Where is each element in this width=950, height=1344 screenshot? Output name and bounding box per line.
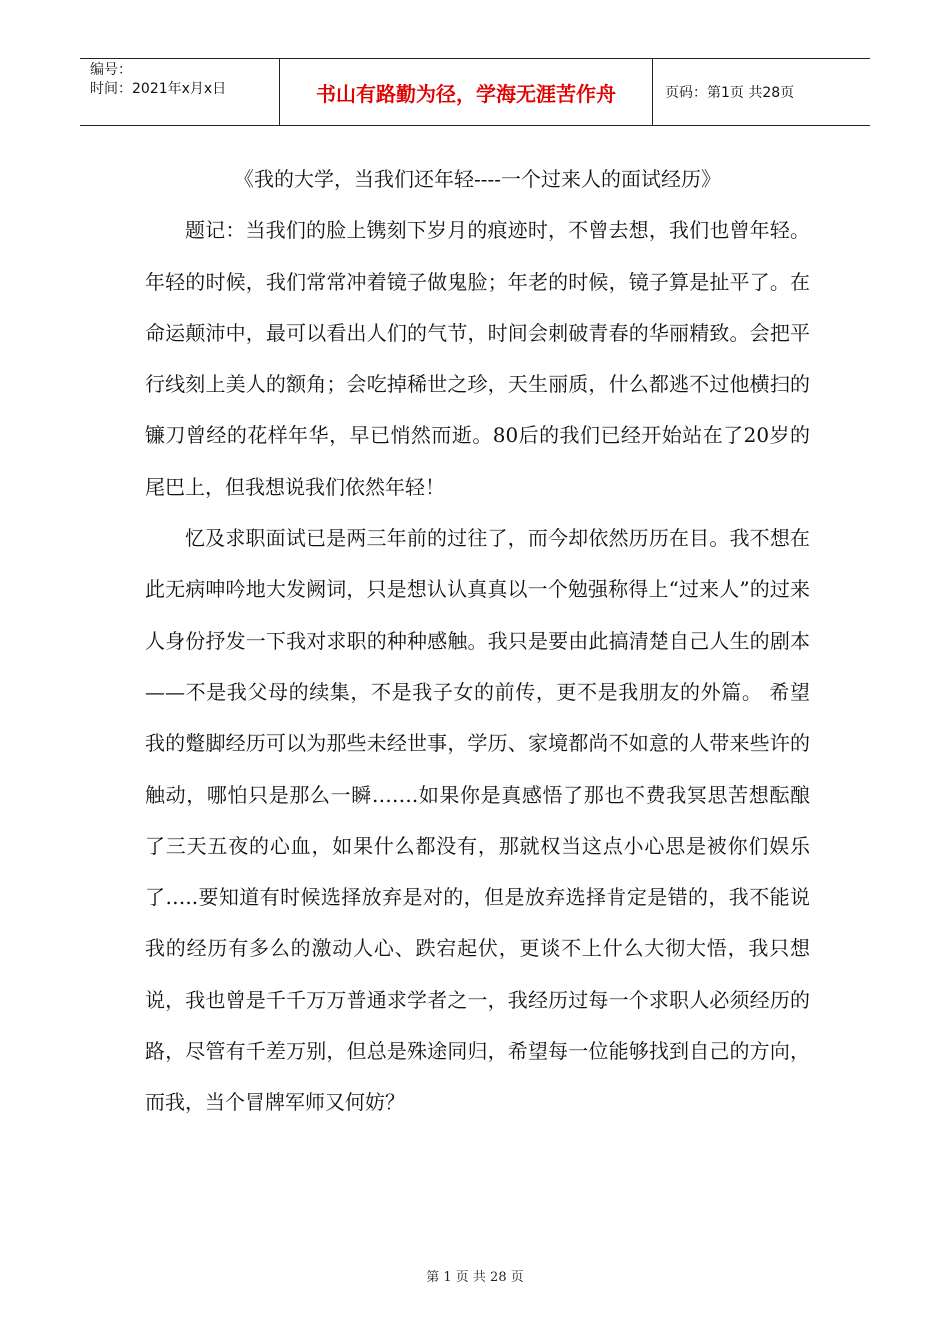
header-meta <box>80 59 280 125</box>
document-title: 《我的大学，当我们还年轻----一个过来人的面试经历》 <box>233 167 722 191</box>
header-motto: 书山有路勤为径，学海无涯苦作舟 <box>280 59 653 125</box>
paragraph-interview-memory: 忆及求职面试已是两三年前的过往了，而今却依然历历在目。我不想在此无病呻吟地大发阙词，只是想认认真真以一个勉强称得上“过来人”的过来人身份抒发一下我对求职的种种感触。我只是要由此搞清楚自己人生的剧本——不是我父母的续集，不是我子女的前传，更不是我朋友的外篇。 希望我的蹩脚经历可以为那些未经世事，学历、家境都尚不如意的人带来些许的触动，哪怕只是那么一瞬…….如果你是真感悟了那也不费我冥思苦想酝酿了三天五夜的心血，如果什么都没有，那就权当这点小心思是被你们娱乐了…..要知道有时候选择放弃是对的，但是放弃选择肯定是错的，我不能说我的经历有多么的激动人心、跌宕起伏，更谈不上什么大彻大悟，我只想说，我也曾是千千万万普通求学者之一，我经历过每一个求职人必须经历的路，尽管有千差万别，但总是殊途同归，希望每一位能够找到自己的方向，而我，当个冒牌军师又何妨？ <box>145 526 810 1115</box>
page-footer: 第 1 页 共 28 页 <box>426 1270 524 1285</box>
doc-date-label: 时间：2021年x月x日 <box>90 81 227 97</box>
document-header <box>80 58 870 126</box>
header-page-info: 页码：第1页 共28页 <box>665 85 795 101</box>
document-body <box>145 154 810 1129</box>
doc-number-label: 编号： <box>90 62 132 78</box>
paragraph-preface: 题记：当我们的脸上镌刻下岁月的痕迹时，不曾去想，我们也曾年轻。年轻的时候，我们常常冲着镜子做鬼脸；年老的时候，镜子算是扯平了。在命运颠沛中，最可以看出人们的气节，时间会刺破青春的华丽精致。会把平行线刻上美人的额角；会吃掉稀世之珍，天生丽质，什么都逃不过他横扫的镰刀曾经的花样年华，早已悄然而逝。80后的我们已经开始站在了20岁的尾巴上，但我想说我们依然年轻！ <box>145 218 810 499</box>
